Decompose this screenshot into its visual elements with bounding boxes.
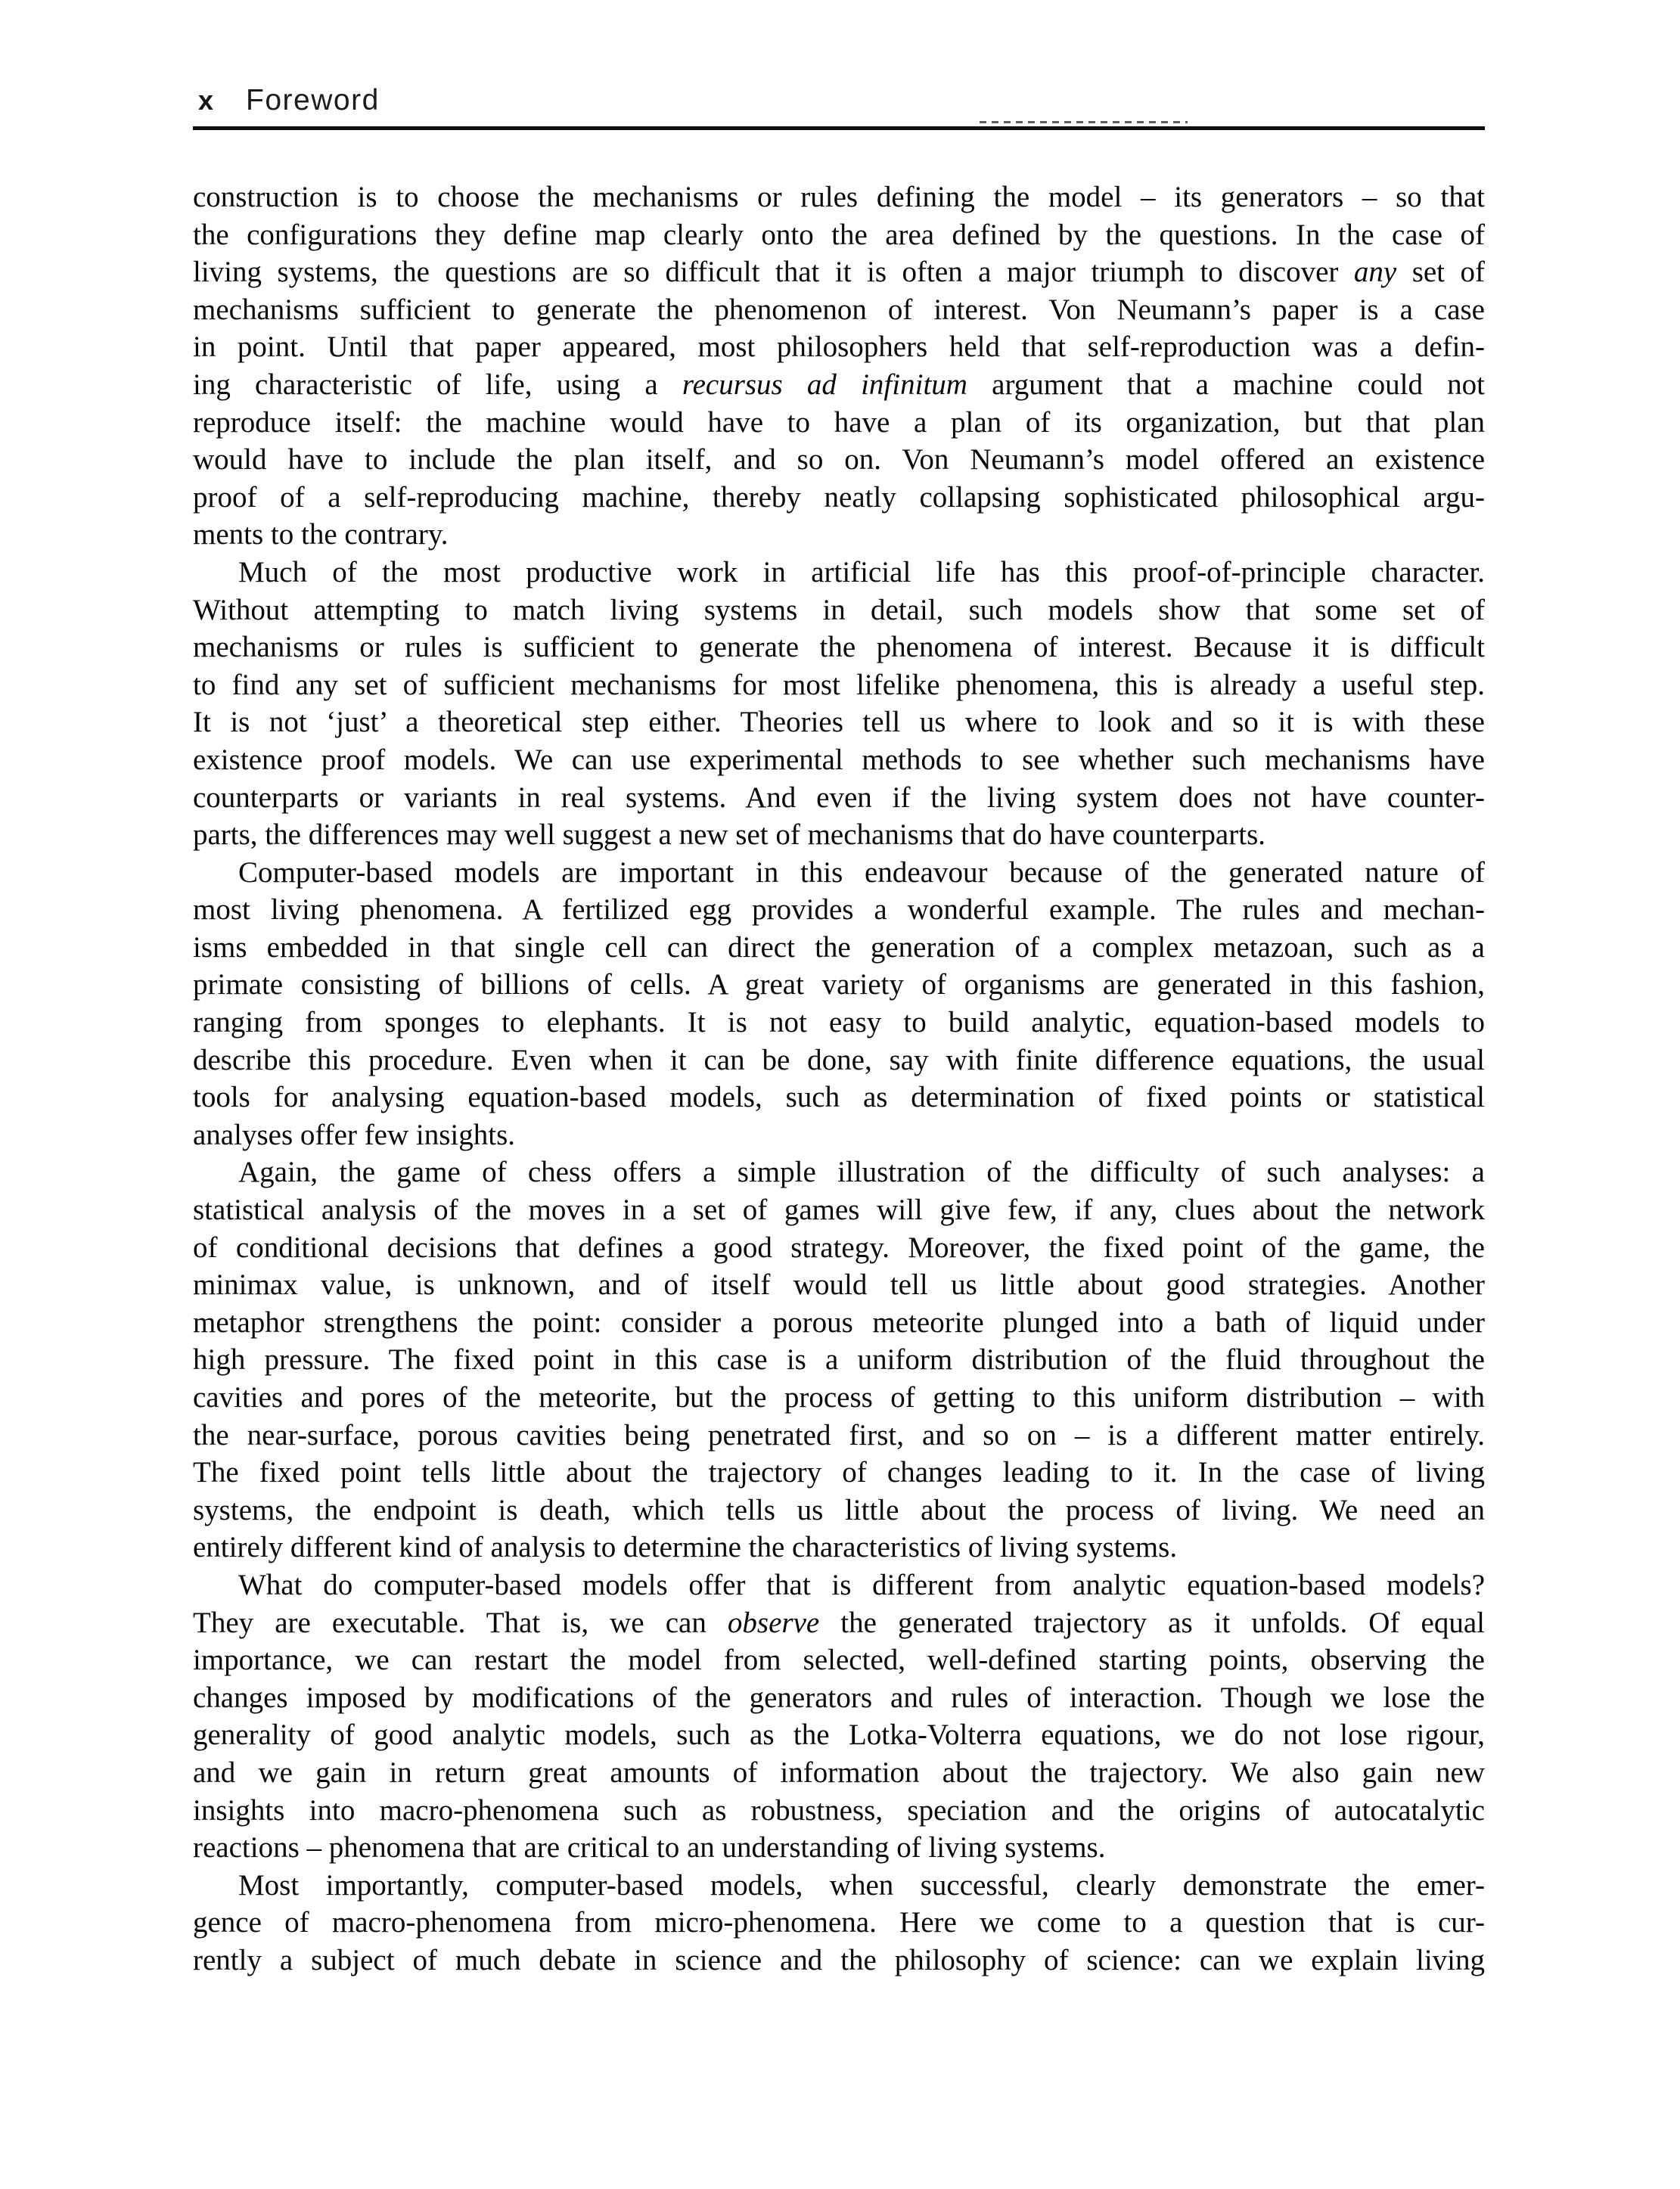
page-number: x — [198, 85, 214, 116]
text-line: reactions – phenomena that are critical to an understanding of living systems. — [193, 1831, 1106, 1865]
text-line: proof of a self-reproducing machine, thereby neatly collapsing sophisticated philosophical argu- — [193, 480, 1485, 514]
text-line: systems, the endpoint is death, which tells us little about the process of living. We need an — [193, 1493, 1485, 1526]
text-line: statistical analysis of the moves in a set of games will give few, if any, clues about the network — [193, 1194, 1485, 1227]
text-line: Computer-based models are important in this endeavour because of the generated nature of — [238, 855, 1485, 889]
paragraph — [193, 1867, 1485, 1979]
paragraph — [193, 1566, 1485, 1867]
header-rule — [193, 126, 1485, 130]
text-line: Much of the most productive work in artificial life has this proof-of-principle character. — [238, 555, 1485, 588]
text-line: Most importantly, computer-based models, when successful, clearly demonstrate the emer- — [238, 1868, 1485, 1902]
text-line: of conditional decisions that defines a good strategy. Moreover, the fixed point of the game, the — [193, 1231, 1485, 1264]
text-line: reproduce itself: the machine would have to have a plan of its organization, but that plan — [193, 405, 1485, 439]
text-line: parts, the differences may well suggest a new set of mechanisms that do have counterparts. — [193, 818, 1265, 852]
text-line: isms embedded in that single cell can direct the generation of a complex metazoan, such as a — [193, 930, 1485, 964]
text-line: and we gain in return great amounts of information about the trajectory. We also gain new — [193, 1756, 1485, 1789]
text-line: gence of macro-phenomena from micro-phenomena. Here we come to a question that is cur- — [193, 1906, 1485, 1939]
text-line: construction is to choose the mechanisms or rules defining the model – its generators – so that — [193, 181, 1485, 213]
text-line: describe this procedure. Even when it can be done, say with finite difference equations, the usual — [193, 1043, 1485, 1076]
body-text — [193, 179, 1485, 1979]
paragraph — [193, 554, 1485, 854]
paragraph — [193, 1153, 1485, 1566]
text-line: importance, we can restart the model from selected, well-defined starting points, observing the — [193, 1644, 1485, 1677]
text-line: in point. Until that paper appeared, most philosophers held that self-reproduction was a defin- — [193, 331, 1485, 364]
text-line: minimax value, is unknown, and of itself would tell us little about good strategies. Another — [193, 1268, 1485, 1302]
text-line: existence proof models. We can use experimental methods to see whether such mechanisms have — [193, 743, 1485, 776]
text-line: They are executable. That is, we can observe the generated trajectory as it unfolds. Of equal — [193, 1606, 1485, 1639]
text-line: ing characteristic of life, using a recursus ad infinitum argument that a machine could not — [193, 368, 1485, 401]
text-line: metaphor strengthens the point: consider a porous meteorite plunged into a bath of liquid under — [193, 1306, 1485, 1339]
text-line: to find any set of sufficient mechanisms for most lifelike phenomena, this is already a useful step. — [193, 668, 1485, 701]
text-line: tools for analysing equation-based models, such as determination of fixed points or statistical — [193, 1081, 1485, 1114]
text-line: high pressure. The fixed point in this case is a uniform distribution of the fluid throughout the — [193, 1343, 1485, 1377]
scan-artifact-dashes — [980, 121, 1188, 123]
text-line: ments to the contrary. — [193, 518, 449, 551]
page-header — [198, 85, 380, 116]
text-line: insights into macro-phenomena such as robustness, speciation and the origins of autocatalytic — [193, 1793, 1485, 1827]
page-title: Foreword — [246, 84, 380, 116]
text-line: entirely different kind of analysis to determine the characteristics of living systems. — [193, 1531, 1178, 1564]
paragraph — [193, 179, 1485, 554]
text-line: counterparts or variants in real systems. And even if the living system does not have counter- — [193, 781, 1485, 814]
text-line: mechanisms sufficient to generate the phenomenon of interest. Von Neumann’s paper is a case — [193, 293, 1485, 326]
text-line: cavities and pores of the meteorite, but the process of getting to this uniform distribution – with — [193, 1381, 1485, 1414]
text-line: most living phenomena. A fertilized egg provides a wonderful example. The rules and mechan- — [193, 893, 1485, 927]
text-line: generality of good analytic models, such as the Lotka-Volterra equations, we do not lose rigour, — [193, 1719, 1485, 1752]
text-line: The fixed point tells little about the trajectory of changes leading to it. In the case of living — [193, 1456, 1485, 1489]
text-line: rently a subject of much debate in science and the philosophy of science: can we explain living — [193, 1943, 1485, 1976]
text-line: mechanisms or rules is sufficient to generate the phenomena of interest. Because it is difficult — [193, 631, 1485, 664]
text-line: analyses offer few insights. — [193, 1118, 516, 1151]
text-line: changes imposed by modifications of the generators and rules of interaction. Though we lose the — [193, 1681, 1485, 1714]
text-line: ranging from sponges to elephants. It is not easy to build analytic, equation-based models to — [193, 1006, 1485, 1039]
paragraph — [193, 854, 1485, 1154]
text-line: Without attempting to match living systems in detail, such models show that some set of — [193, 593, 1485, 626]
text-line: living systems, the questions are so difficult that it is often a major triumph to discover any set of — [193, 256, 1485, 289]
text-line: the near-surface, porous cavities being penetrated first, and so on – is a different matter entirely. — [193, 1418, 1485, 1452]
text-line: What do computer-based models offer that is different from analytic equation-based models? — [238, 1568, 1485, 1601]
text-line: Again, the game of chess offers a simple illustration of the difficulty of such analyses: a — [238, 1156, 1485, 1189]
text-line: It is not ‘just’ a theoretical step either. Theories tell us where to look and so it is with these — [193, 706, 1485, 739]
text-line: primate consisting of billions of cells. A great variety of organisms are generated in this fashion, — [193, 968, 1485, 1001]
text-line: the configurations they define map clearly onto the area defined by the questions. In the case of — [193, 218, 1485, 251]
text-line: would have to include the plan itself, and so on. Von Neumann’s model offered an existence — [193, 443, 1485, 477]
